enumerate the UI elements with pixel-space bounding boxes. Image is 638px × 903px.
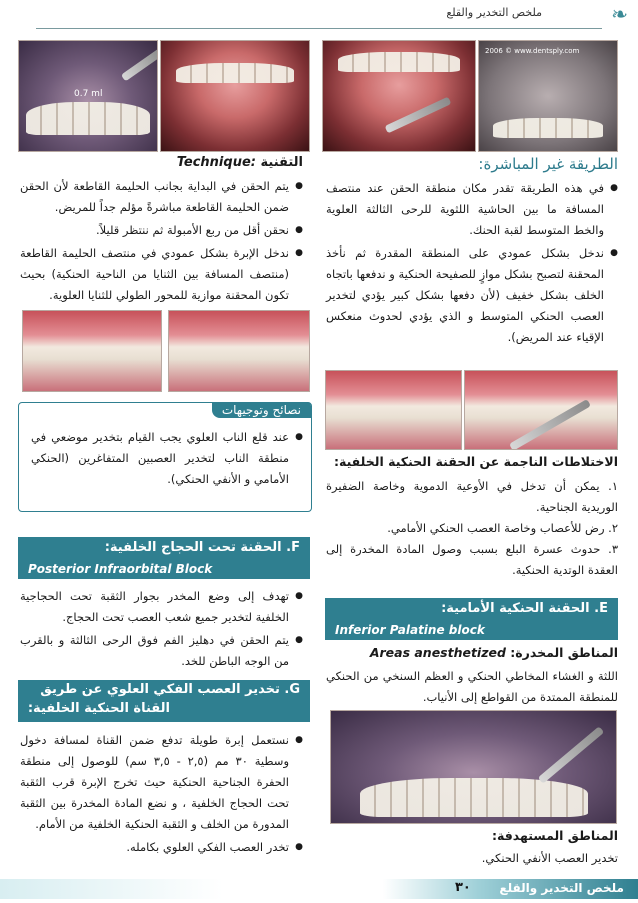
f-list (20, 586, 303, 674)
technique-heading (177, 155, 303, 170)
list-item: ● ندخل الإبرة بشكل عمودي في منتصف الحليمة القاطعة (منتصف المسافة بين الثنايا من الناحية الحنكية) بحيث تكون المحقنة موازية للمحور الطولي للثنايا العلوية. (20, 243, 303, 306)
list-item: ● تهدف إلى وضع المخدر بجوار الثقبة تحت الحجاجية الخلفية لتخدير جميع شعب العصب تحت الحجاج. (20, 586, 303, 628)
tips-list (31, 427, 303, 492)
banner-f-subtitle: Posterior Infraorbital Block (28, 562, 213, 576)
tips-tab: نصائح وتوجيهات (212, 402, 311, 418)
areas-text: اللثة و الغشاء المخاطي الحنكي و العظم السنخي من الحنكي للمنطقة الممتدة من القواطع إلى الأنياب. (326, 669, 618, 704)
list-item: ٢. رض للأعصاب وخاصة العصب الحنكي الأمامي. (387, 521, 618, 535)
syringe-icon (509, 399, 591, 450)
banner-f-title: F. الحقنة تحت الحجاج الخلفية: (104, 540, 300, 555)
teeth-illustration (26, 102, 150, 135)
list-item: ● ندخل بشكل عمودي على المنطقة المقدرة ثم نأخذ المحقنة لتصبح بشكل موازٍ للصفيحة الحنكية و ندفعها باتجاه الخلف بشكل خفيف (لأن دفعها بشكل كبير يؤدي لتخدير العصب الحنكي المتوسط و الذي يؤدي لحدوث منعكس الإقياء عند المريض). (326, 243, 618, 348)
header-rule (36, 28, 602, 29)
banner-g-title: G. تخدير العصب الفكي العلوي عن طريق (40, 682, 300, 697)
technique-heading-ar: التقنية (260, 155, 303, 170)
indirect-method-list (326, 178, 618, 350)
complications-heading: الاختلاطات الناجمة عن الحقنة الحنكية الخلفية: (334, 454, 618, 469)
list-item: ● نستعمل إبرة طويلة تدفع ضمن القناة لمسافة دخول وسطية ٣٠ مم (٢,٥ - ٣,٥ سم) للوصول إلى منطقة الحفرة الجناحية الحنكية حيث تخرج الإبرة قرب الثقبة تحت الحجاج الخلفية ، و نضع المادة المخدرة بين الثقبة المدورة من الخلف و الثقبة الحنكية الخلفية من الأمام. (20, 730, 303, 835)
syringe-icon (121, 49, 158, 82)
list-item: ● في هذه الطريقة تقدر مكان منطقة الحقن عند منتصف المسافة ما بين الحاشية اللثوية للرحى الثالثة العلوية والخط المتوسط لقبة الحنك. (326, 178, 618, 241)
section-banner-f (18, 537, 310, 579)
teeth-illustration (176, 63, 294, 83)
tips-box (18, 402, 312, 512)
banner-e-title: E. الحقنة الحنكية الأمامية: (441, 601, 608, 616)
target-text: تخدير العصب الأنفي الحنكي. (481, 851, 618, 865)
indirect-method-heading (478, 155, 618, 173)
photo-credit: 2006 © www.dentsply.com (485, 47, 580, 55)
list-item: ٣. حدوث عسرة البلع بسبب وصول المادة المخدرة إلى العقدة الوتدية الحنكية. (326, 542, 618, 577)
target-heading: المناطق المستهدفة: (492, 828, 618, 843)
footer-title: ملخص التخدير والقلع (499, 881, 624, 895)
g-list (20, 730, 303, 860)
photo-palate-demo (478, 40, 618, 152)
photo-palatal-injection (160, 40, 310, 152)
areas-heading (370, 645, 618, 660)
banner-g-title-line2: القناة الحنكية الخلفية: (27, 701, 170, 716)
list-item: ١. يمكن أن تدخل في الأوعية الدموية وخاصة الضفيرة الوريدية الجناحية. (326, 479, 618, 514)
list-item: ● يتم الحقن في البداية بجانب الحليمة القاطعة لأن الحقن ضمن الحليمة القاطعة مباشرةً مؤلم جداً للمريض. (20, 176, 303, 218)
photo-upper-teeth-nerves (168, 310, 310, 392)
technique-heading-en: Technique: (176, 155, 256, 170)
section-banner-g (18, 680, 310, 722)
teeth-illustration (493, 118, 603, 138)
page-number: ٣٠ (455, 880, 471, 895)
header-title: ملخص التخدير والقلع (446, 6, 542, 19)
areas-heading-ar: المناطق المخدرة: (510, 645, 618, 660)
list-item: ● يتم الحقن في دهليز الفم فوق الرحى الثالثة و بالقرب من الوجه الباطن للخد. (20, 630, 303, 672)
banner-e-subtitle: Inferior Palatine block (335, 623, 485, 637)
photo-dose-label: 0.7 ml (74, 89, 103, 99)
leaf-ornament-icon: ❧ (611, 2, 628, 26)
technique-list (20, 176, 303, 308)
list-item: ● تخدر العصب الفكي العلوي بكامله. (20, 837, 303, 858)
list-item: ● نحقن أقل من ربع الأمبولة ثم ننتظر قليلاً. (20, 220, 303, 241)
photo-incisive-papilla (330, 710, 617, 824)
indirect-method-title: الطريقة غير المباشرة: (478, 155, 618, 173)
complications-list (326, 476, 618, 581)
photo-swab-application (22, 310, 162, 392)
page-footer (0, 875, 638, 903)
page-header (0, 0, 638, 32)
teeth-illustration (338, 52, 460, 72)
photo-palatal-needle (464, 370, 618, 450)
syringe-icon (385, 97, 452, 134)
list-item: ● عند قلع الناب العلوي يجب القيام بتخدير موضعي في منطقة الناب لتخدير العصبين المتفاغرين (الحنكي الأمامي و الأنفي الحنكي). (31, 427, 303, 490)
section-banner-e (325, 598, 618, 640)
photo-palatal-arch (18, 40, 158, 152)
photo-teeth-gums (325, 370, 462, 450)
areas-heading-en: Areas anesthetized (369, 645, 506, 660)
syringe-icon (538, 726, 604, 784)
teeth-illustration (360, 778, 588, 817)
photo-open-mouth-injection (322, 40, 476, 152)
